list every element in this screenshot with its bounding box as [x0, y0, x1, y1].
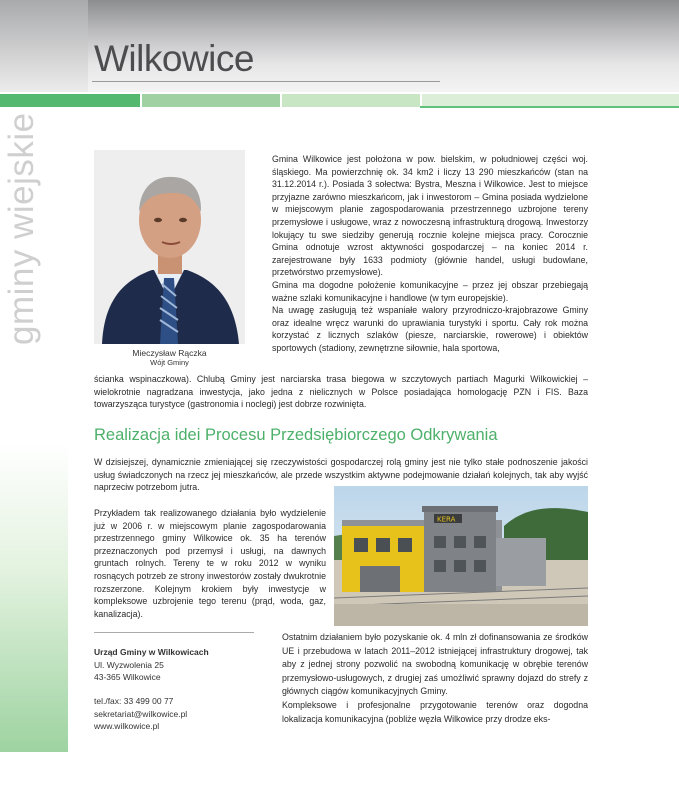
title-underline	[92, 81, 440, 82]
section-paragraph: Ostatnim działaniem było pozyskanie ok. 4 mln zł dofinansowania ze środków UE i przebudowa w latach 2011–2012 istniejącej infrastruktury drogowej, tak aby z jednej strony pozwolić na swobodną komunikację w obrębie terenów przemysłowo-usługowych, z drugiej zaś umożliwić sprawny dojazd do strefy z głównych ciągów komunikacyjnych Gminy.	[282, 632, 588, 697]
contact-street: Ul. Wyzwolenia 25	[94, 660, 164, 670]
section-paragraph: W dzisiejszej, dynamicznie zmieniającej się rzeczywistości gospodarczej rolą gminy jest nie tylko stałe podnoszenie jakości usług świadczonych na rzecz jej mieszkańców, ale przede wszystkim aktywne podejmowanie działań kolejnych, tak aby wyjść naprzeciw potrzebom jutra.	[94, 457, 588, 493]
contact-website-link[interactable]: www.wilkowice.pl	[94, 721, 160, 731]
section-side-label: gminy wiejskie	[2, 112, 41, 345]
intro-paragraph: Gmina Wilkowice jest położona w pow. bielskim, w południowej części woj. śląskiego. Ma powierzchnię ok. 34 km2 i liczy 13 290 mieszkańców (stan na 31.12.2014 r.). Posiada 3 sołectwa: Bystra, Meszna i Wilkowice. Jest to miejsce przyjazne zarówno mieszkańcom, jak i inwestorom – Gmina posiada wydzielone w miejscowym planie zagospodarowania przestrzennego uzbrojone tereny przemysłowe i usługowe, wraz z nowoczesną infrastrukturą drogową. Inwestorzy lokujący tu swe siedziby generują rocznie kolejne miejsca pracy. Corocznie Gmina odnotuje wzrost aktywności gospodarczej – na koniec 2014 r. zarejestrowane były 1633 podmioty (głównie handel, usługi budowlane, przetwórstwo przemysłowe).	[272, 154, 588, 278]
factory-photo	[334, 486, 588, 626]
page-title: Wilkowice	[94, 38, 254, 79]
building-sign: KERA	[437, 515, 456, 524]
contact-city: 43-365 Wilkowice	[94, 672, 161, 682]
section-paragraph: Przykładem tak realizowanego działania było wydzielenie już w 2006 r. w miejscowym planie zagospodarowania przestrzennego gminy Wilkowice ok. 35 ha terenów przeznaczonych pod przemysł i usługi, na dawnych gruntach rolnych. Tereny te w roku 2012 w wyniku rosnących potrzeb ze strony inwestorów zostały dwukrotnie rozszerzone. Kolejnym krokiem były inwestycje w kompleksowe uzbrojenie tego terenu (prąd, woda, gaz, kanalizacja).	[94, 508, 326, 619]
section-heading: Realizacja idei Procesu Przedsiębiorczego Odkrywania	[94, 426, 498, 444]
portrait-caption-name: Mieczysław Rączka	[132, 348, 207, 358]
intro-paragraph: Gmina ma dogodne położenie komunikacyjne – przez jej obszar przebiegają ważne szlaki komunikacyjne i handlowe (w tym europejskie).	[272, 279, 588, 303]
header-left-panel	[0, 0, 88, 92]
section-right-column	[282, 631, 588, 726]
portrait-caption-role: Wójt Gminy	[150, 358, 189, 367]
portrait-photo	[94, 150, 245, 344]
intro-paragraph-continued: ścianka wspinaczkowa). Chlubą Gminy jest narciarska trasa biegowa w szczytowych partiach Magurki Wilkowickiej – wielokrotnie nagradzana inwestycja, jako jedna z nielicznych w Polsce posiadająca homologację PZN i FIS. Baza towarzysząca turystyce (gastronomia i noclegi) jest dobrze rozwinięta.	[94, 374, 588, 410]
contact-divider	[94, 632, 254, 633]
contact-office-name: Urząd Gminy w Wilkowicach	[94, 647, 209, 657]
intro-text	[272, 153, 588, 355]
section-paragraph: Kompleksowe i profesjonalne przygotowanie terenów oraz dogodna lokalizacja komunikacyjna (pobliże węzła Wilkowice przy drodze eks-	[282, 699, 588, 724]
contact-phone: tel./fax: 33 499 00 77	[94, 696, 174, 706]
intro-paragraph: Na uwagę zasługują też wspaniałe walory przyrodniczo-krajobrazowe Gminy oraz idealne wręcz warunki do uprawiania turystyki i sportu. Cały rok można korzystać z licznych szlaków (piesze, narciarskie, rowerowe) i obiektów sportowych (stadiony, zewnętrzne siłownie, hala sportowa,	[272, 305, 588, 353]
color-strip-line	[420, 106, 679, 108]
color-strip-segment	[0, 94, 140, 107]
color-strip-segment	[142, 94, 280, 107]
color-strip-segment	[282, 94, 420, 107]
contact-email-link[interactable]: sekretariat@wilkowice.pl	[94, 709, 188, 719]
